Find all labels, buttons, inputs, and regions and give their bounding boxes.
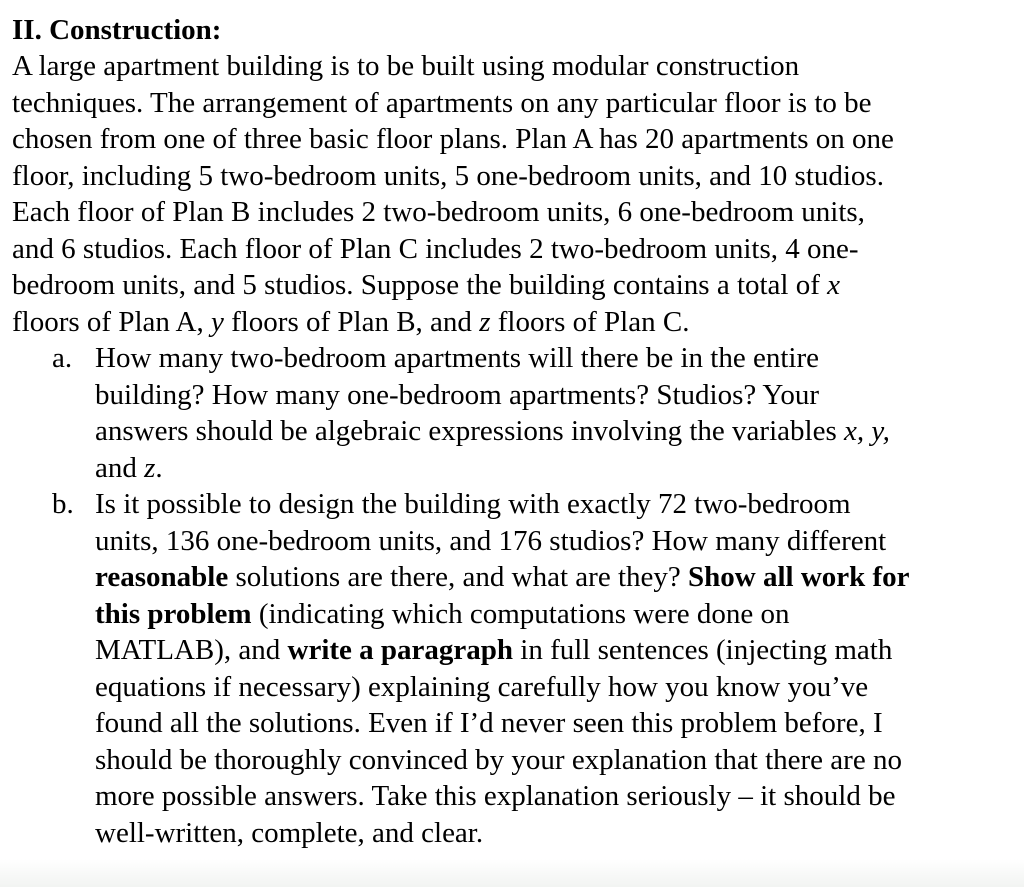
bold-text: write a paragraph	[287, 634, 514, 666]
question-b-text: Is it possible to design the building with exactly 72 two-bedroom	[95, 488, 851, 520]
question-b-line: units, 136 one-bedroom units, and 176 studios? How many different	[95, 524, 887, 557]
intro-text: floors of Plan A,	[12, 305, 211, 338]
question-b-text: (indicating which computations were done on	[251, 597, 790, 630]
question-b-line: should be thoroughly convinced by your explanation that there are no	[95, 743, 902, 776]
question-a-text: How many two-bedroom apartments will there be in the entire	[95, 342, 819, 374]
variable-y: y	[210, 305, 224, 338]
intro-text: bedroom units, and 5 studios. Suppose the building contains a total of	[12, 269, 828, 301]
intro-line: chosen from one of three basic floor plans. Plan A has 20 apartments on one	[12, 123, 894, 155]
question-b-label: b.	[52, 488, 74, 520]
question-a-line	[12, 450, 1004, 487]
variables-x-y: x, y,	[843, 415, 890, 447]
variable-z: z	[479, 305, 491, 338]
intro-text: floors of Plan C.	[490, 305, 690, 338]
question-b-line: found all the solutions. Even if I’d never seen this problem before, I	[95, 707, 883, 739]
question-a-line	[12, 413, 1004, 450]
question-b-line	[12, 559, 1004, 596]
question-b-line: more possible answers. Take this explanation seriously – it should be	[95, 780, 896, 812]
question-a-text: .	[155, 451, 163, 484]
variable-x: x	[827, 269, 841, 301]
bold-text: reasonable	[95, 561, 229, 593]
question-a-line	[12, 340, 1004, 377]
bold-text: Show all work for	[688, 561, 910, 593]
question-a-text: and	[95, 451, 145, 484]
question-b-line	[12, 486, 1004, 523]
problem-body	[12, 48, 1004, 851]
question-a-text: answers should be algebraic expressions involving the variables	[95, 415, 844, 447]
section-heading: II. Construction:	[12, 14, 222, 46]
question-b-text: solutions are there, and what are they?	[228, 561, 688, 593]
intro-line: and 6 studios. Each floor of Plan C includes 2 two-bedroom units, 4 one-	[12, 232, 859, 265]
intro-line	[12, 304, 1004, 341]
page-bottom-shade	[0, 859, 1024, 887]
question-b-line	[12, 632, 1004, 669]
question-b-text: in full sentences (injecting math	[513, 634, 893, 666]
bold-text: this problem	[95, 597, 252, 630]
question-a-label: a.	[52, 342, 73, 374]
variable-z: z	[144, 451, 156, 484]
intro-line: Each floor of Plan B includes 2 two-bedroom units, 6 one-bedroom units,	[12, 196, 865, 228]
intro-line: A large apartment building is to be built using modular construction	[12, 50, 800, 82]
question-b-line	[12, 596, 1004, 633]
intro-line: floor, including 5 two-bedroom units, 5 one-bedroom units, and 10 studios.	[12, 159, 884, 192]
question-a-line: building? How many one-bedroom apartments? Studios? Your	[95, 378, 820, 411]
question-b-text: MATLAB), and	[95, 634, 288, 666]
question-b-line: equations if necessary) explaining carefully how you know you’ve	[95, 670, 869, 703]
intro-text: floors of Plan B, and	[223, 305, 480, 338]
intro-line	[12, 267, 1004, 304]
question-b-line: well-written, complete, and clear.	[95, 816, 484, 849]
intro-line: techniques. The arrangement of apartments on any particular floor is to be	[12, 86, 872, 119]
